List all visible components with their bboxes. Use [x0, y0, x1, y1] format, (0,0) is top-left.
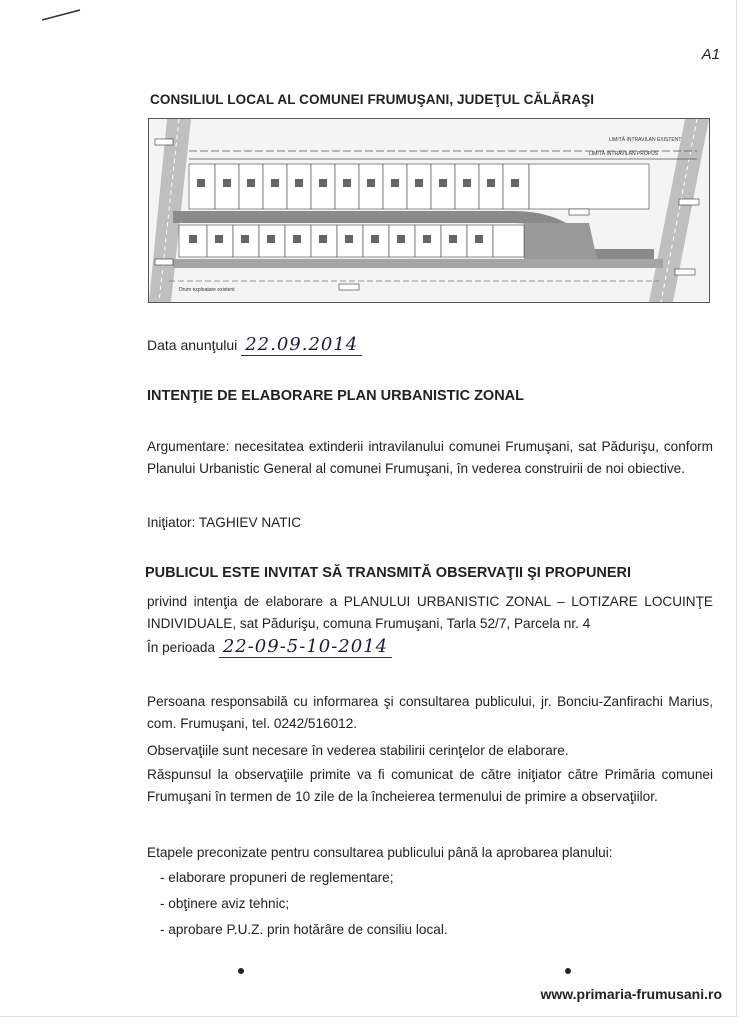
map-label-drum: Drum exploatare existent [179, 287, 235, 293]
map-label-propus: LIMITĂ INTRAVILAN PROPUS [589, 151, 659, 157]
list-item: - obţinere aviz tehnic; [160, 896, 290, 911]
observatii-text: Observaţiile sunt necesare în vederea stabilirii cerinţelor de elaborare. [147, 743, 569, 758]
perioada-value-handwritten: 22-09-5-10-2014 [219, 636, 392, 658]
argumentare-text: Argumentare: necesitatea extinderii intravilanului comunei Frumuşani, sat Pădurişu, conform Planului Urbanistic General al comunei Frumuşani, în vederea construirii de noi obiective. [147, 439, 713, 476]
perioada-line [147, 636, 713, 659]
site-plan-map [148, 118, 710, 303]
pen-mark [40, 8, 84, 22]
public-heading: PUBLICUL ESTE INVITAT SĂ TRANSMITĂ OBSERVAŢII ŞI PROPUNERI [145, 565, 632, 581]
privind-text: privind intenţia de elaborare a PLANULUI URBANISTIC ZONAL – LOTIZARE LOCUINŢE INDIVIDUALE, sat Pădurişu, comuna Frumuşani, Tarla 52/7, Parcela nr. 4 [147, 594, 713, 631]
punch-hole-left [238, 968, 244, 974]
etape-text: Etapele preconizate pentru consultarea publicului până la aprobarea planului: [147, 845, 613, 860]
persoana-text: Persoana responsabilă cu informarea şi consultarea publicului, jr. Bonciu-Zanfirachi Marius, com. Frumuşani, tel. 0242/516012. [147, 694, 713, 731]
date-label: Data anunţului [147, 337, 238, 353]
document-title: INTENŢIE DE ELABORARE PLAN URBANISTIC ZONAL [147, 388, 524, 404]
announcement-date [147, 334, 362, 355]
document-header: CONSILIUL LOCAL AL COMUNEI FRUMUŞANI, JUDEŢUL CĂLĂRAŞI [150, 92, 595, 107]
list-item: - aprobare P.U.Z. prin hotărâre de consiliu local. [160, 922, 448, 937]
raspuns-text: Răspunsul la observaţiile primite va fi comunicat de către iniţiator către Primăria comunei Frumuşani în termen de 10 zile de la încheierea termenului de primire a observaţiilor. [147, 767, 713, 804]
date-value-handwritten: 22.09.2014 [241, 334, 362, 356]
site-plan-drawing [149, 119, 709, 302]
page-code: A1 [701, 46, 720, 63]
perioada-label: În perioada [147, 640, 216, 655]
punch-hole-right [565, 968, 571, 974]
etape-list [160, 865, 448, 943]
footer-website[interactable]: www.primaria-frumusani.ro [540, 986, 722, 1002]
map-label-existent: LIMITĂ INTRAVILAN EXISTENT [609, 137, 682, 143]
initiator-text: Iniţiator: TAGHIEV NATIC [147, 515, 302, 530]
list-item: - elaborare propuneri de reglementare; [160, 870, 394, 885]
